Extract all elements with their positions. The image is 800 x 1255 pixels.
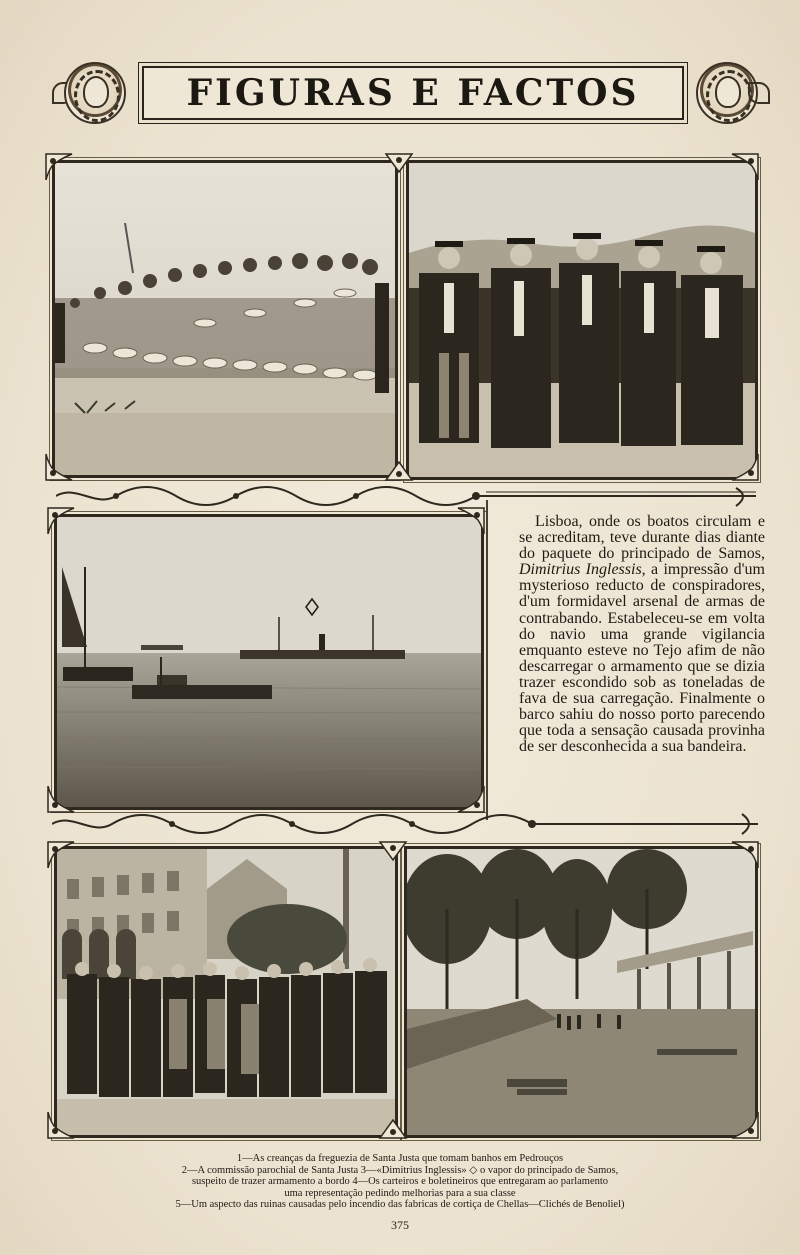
caption-line: uma representação pedindo melhorias para a sua classe — [284, 1187, 516, 1199]
photo-captions — [70, 1153, 730, 1211]
parish-commission-illustration — [409, 163, 755, 477]
corner-ornament — [46, 784, 76, 814]
corner-ornament — [456, 506, 486, 536]
corner-ornament — [384, 452, 414, 482]
caption-line: 5—Um aspecto das ruinas causadas pelo incendio das fabricas de cortiça de Chellas—Clichés de Benoliel) — [175, 1199, 625, 1210]
frame-rule — [486, 500, 488, 820]
article-paragraph — [519, 514, 765, 755]
corner-ornament — [378, 840, 408, 870]
article-dimitrius-inglessis — [519, 514, 765, 804]
corner-ornament — [44, 452, 74, 482]
medallion-face — [83, 76, 109, 108]
corner-ornament — [730, 152, 760, 182]
caption-line: 2—A commissão parochial de Santa Justa 3—«Dimitrius Inglessis» ◇ o vapor do principado de Samos, — [181, 1164, 619, 1176]
steamship-illustration — [57, 517, 481, 807]
corner-ornament — [378, 1110, 408, 1140]
title-frame — [142, 66, 684, 120]
medallion-face — [715, 76, 741, 108]
corner-ornament — [46, 1110, 76, 1140]
photo-postmen — [54, 846, 398, 1138]
photo-fire-ruins-chellas — [404, 846, 758, 1138]
corner-ornament — [730, 1110, 760, 1140]
photo-children-beach — [52, 160, 398, 478]
corner-ornament — [46, 840, 76, 870]
caption-line: suspeito de trazer armamento a bordo 4—Os carteiros e boletineiros que entregaram ao parlamento — [191, 1176, 609, 1187]
scroll-ornament-middle — [52, 812, 758, 836]
corner-ornament — [384, 152, 414, 182]
photo-steamship-tejo — [54, 514, 484, 810]
article-text-rest: a impressão d'um mysterioso reducto de conspiradores, d'um formidavel arsenal de armas de contrabando. Estabeleceu-se em volta do navio uma grande vigilancia emquanto esteve no Tejo afim de não descarregar o armamento que se dizia trazer escondido sob as toneladas de fava de sua carregação. Finalmente o barco sahiu do nosso porto parecendo que toda a sensação causada provinha de ser desconhecida a sua bandeira. — [519, 561, 765, 756]
caption-line: 1—As creanças da freguezia de Santa Justa que tomam banhos em Pedrouços — [236, 1153, 564, 1164]
page-number: 375 — [391, 1218, 409, 1232]
page-header — [58, 62, 764, 124]
corner-ornament — [730, 840, 760, 870]
right-flourish-ornament — [748, 82, 770, 104]
corner-ornament — [46, 506, 76, 536]
photo-parish-commission — [406, 160, 758, 480]
corner-ornament — [456, 784, 486, 814]
fire-ruins-illustration — [407, 849, 755, 1135]
corner-ornament — [730, 452, 760, 482]
article-text-start: Lisboa, onde os boatos circulam e se acreditam, teve durante dias diante do paquete do principado de Samos, — [519, 513, 765, 563]
corner-ornament — [44, 152, 74, 182]
page-title: FIGURAS E FACTOS — [186, 72, 640, 114]
ship-name: Dimitrius Inglessis, — [519, 561, 646, 579]
scroll-ornament-top — [56, 484, 756, 508]
children-beach-illustration — [55, 163, 395, 475]
left-portrait-medallion — [64, 62, 126, 124]
postmen-illustration — [57, 849, 395, 1135]
